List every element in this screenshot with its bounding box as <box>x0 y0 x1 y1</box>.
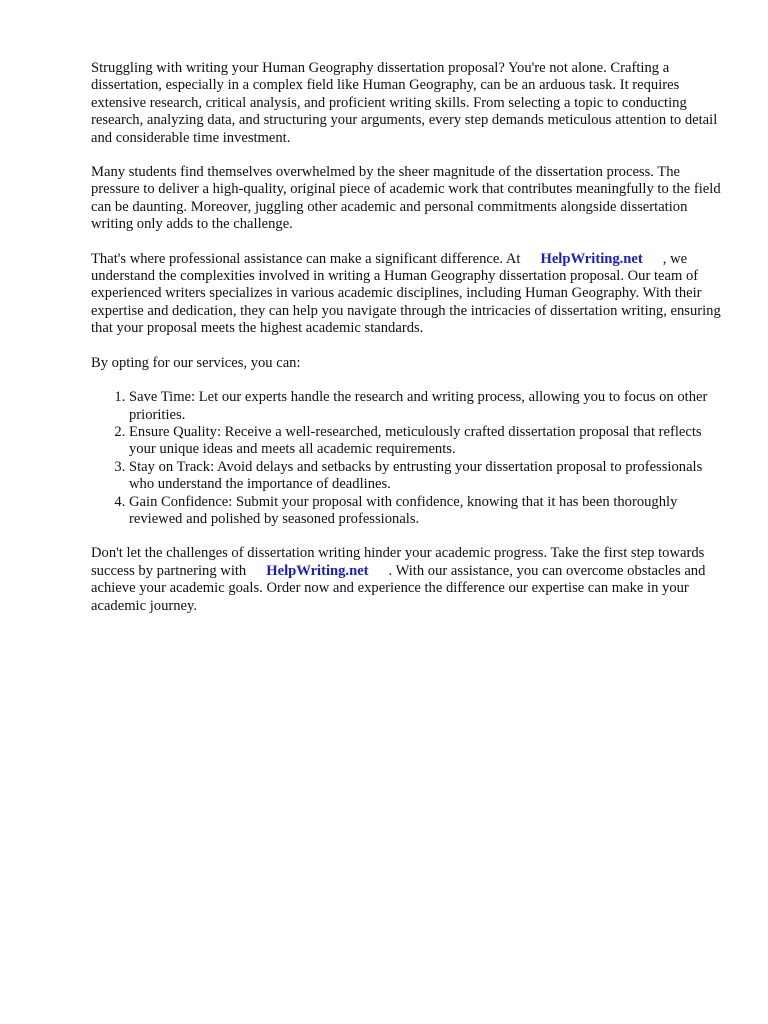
document-page <box>91 60 731 632</box>
list-item: 1. Save Time: Let our experts handle the research and writing process, allowing you to focus on other priorities. <box>129 389 731 424</box>
paragraph-services-intro: By opting for our services, you can: <box>91 354 301 371</box>
paragraph-assistance-text-before: That's where professional assistance can make a significant difference. At <box>91 250 521 267</box>
paragraph-assistance-text-after: , we understand the complexities involved in writing a Human Geography dissertation proposal. Our team of experienced writers specializes in various academic disciplines, including Human Geography. With their expertise and dedication, they can help you navigate through the intricacies of dissertation writing, ensuring that your proposal meets the highest academic standards. <box>91 250 721 337</box>
benefits-list <box>91 389 731 528</box>
paragraph-assistance <box>91 251 731 338</box>
helpwriting-link[interactable]: HelpWriting.net <box>540 250 643 267</box>
list-item: 3. Stay on Track: Avoid delays and setbacks by entrusting your dissertation proposal to professionals who understand the importance of deadlines. <box>129 459 731 494</box>
paragraph-closing <box>91 545 731 615</box>
paragraph-intro: Struggling with writing your Human Geography dissertation proposal? You're not alone. Crafting a dissertation, especially in a complex field like Human Geography, can be an arduous task. It requires extensive research, critical analysis, and proficient writing skills. From selecting a topic to conducting research, analyzing data, and structuring your arguments, every step demands meticulous attention to detail and considerable time investment. <box>91 60 718 146</box>
helpwriting-link[interactable]: HelpWriting.net <box>266 562 369 579</box>
paragraph-closing-text-before: Don't let the challenges of dissertation writing hinder your academic progress. Take the first step towards success by partnering with <box>91 545 705 579</box>
paragraph-overwhelmed: Many students find themselves overwhelmed by the sheer magnitude of the dissertation process. The pressure to deliver a high-quality, original piece of academic work that contributes meaningfully to the field can be daunting. Moreover, juggling other academic and personal commitments alongside dissertation writing only adds to the challenge. <box>91 164 721 233</box>
list-item: 4. Gain Confidence: Submit your proposal with confidence, knowing that it has been thoroughly reviewed and polished by seasoned professionals. <box>129 494 731 529</box>
list-item: 2. Ensure Quality: Receive a well-researched, meticulously crafted dissertation proposal that reflects your unique ideas and meets all academic requirements. <box>129 424 731 459</box>
paragraph-closing-text-after: . With our assistance, you can overcome obstacles and achieve your academic goals. Order now and experience the difference our expertise can make in your academic journey. <box>91 562 706 614</box>
